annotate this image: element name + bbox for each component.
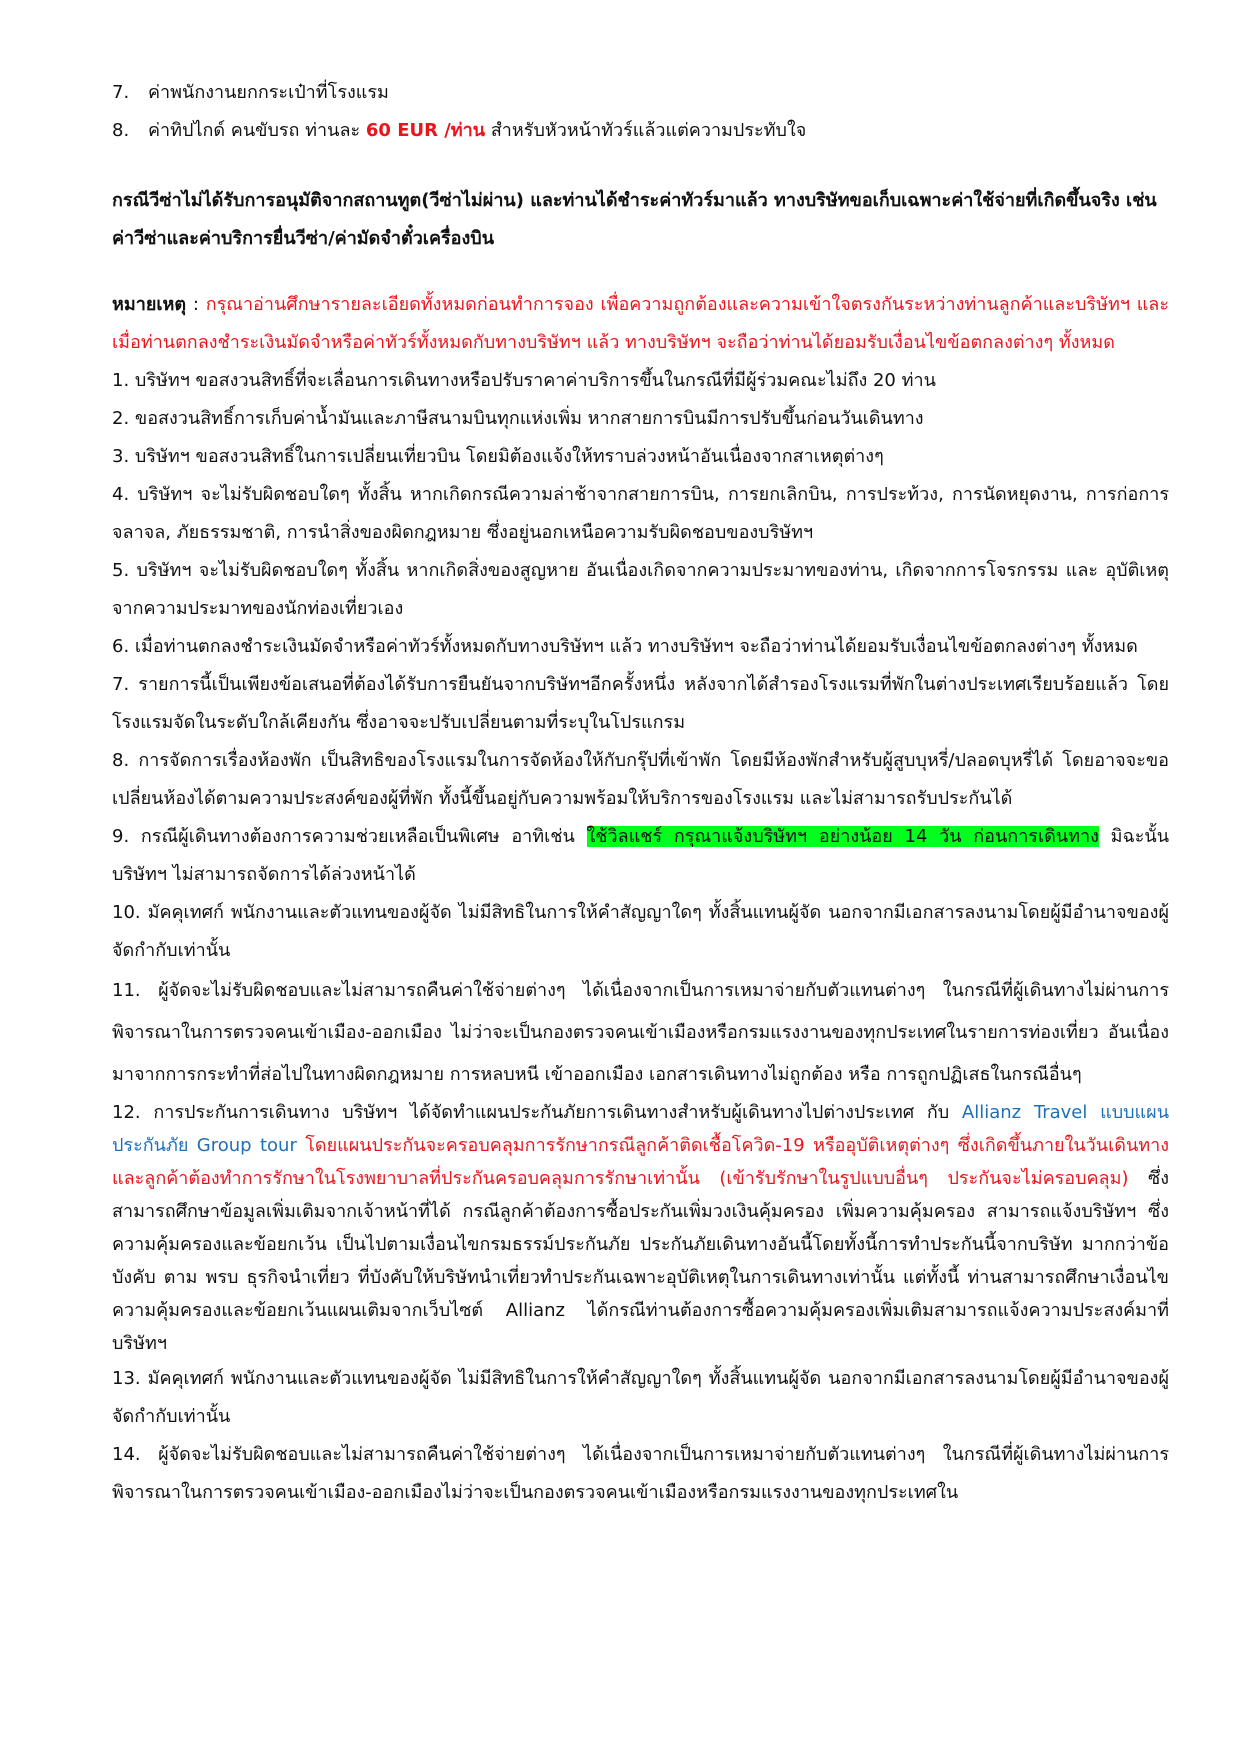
term-8: 8. การจัดการเรื่องห้องพัก เป็นสิทธิของโรงแรมในการจัดห้องให้กับกรุ๊ปที่เข้าพัก โดยมีห้องพักสำหรับผู้สูบบุหรี่/ปลอดบุหรี่ได้ โดยอาจจะขอเปลี่ยนห้องได้ตามความประสงค์ของผู้ที่พัก ทั้งนี้ขึ้นอยู่กับความพร้อมให้บริการของโรงแรม และไม่สามารถรับประกันได้ — [112, 750, 1169, 809]
wheelchair-highlight: ใช้วิลแชร์ กรุณาแจ้งบริษัทฯ อย่างน้อย 14 วัน ก่อนการเดินทาง — [586, 826, 1099, 847]
tip-amount: 60 EUR /ท่าน — [365, 120, 486, 141]
exclusion-text-after: สำหรับหัวหน้าทัวร์แล้วแต่ความประทับใจ — [485, 120, 807, 141]
remark-sep: : — [186, 294, 206, 315]
term-9 — [112, 818, 1169, 894]
term-9-text: 9. กรณีผู้เดินทางต้องการความช่วยเหลือเป็นพิเศษ อาทิเช่น — [112, 826, 587, 847]
exclusion-item-8 — [112, 112, 1169, 150]
term-5: 5. บริษัทฯ จะไม่รับผิดชอบใดๆ ทั้งสิ้น หากเกิดสิ่งของสูญหาย อันเนื่องเกิดจากความประมาทของท่าน, เกิดจากการโจรกรรม และ อุบัติเหตุจากความประมาทของนักท่องเที่ยวเอง — [112, 560, 1169, 619]
term-2: 2. ขอสงวนสิทธิ์การเก็บค่าน้ำมันและภาษีสนามบินทุกแห่งเพิ่ม หากสายการบินมีการปรับขึ้นก่อนวันเดินทาง — [112, 408, 924, 429]
term-14: 14. ผู้จัดจะไม่รับผิดชอบและไม่สามารถคืนค่าใช้จ่ายต่างๆ ได้เนื่องจากเป็นการเหมาจ่ายกับตัวแทนต่างๆ ในกรณีที่ผู้เดินทางไม่ผ่านการพิจารณาในการตรวจคนเข้าเมือง-ออกเมืองไม่ว่าจะเป็นกองตรวจคนเข้าเมืองหรือกรมแรงงานของทุกประเทศใน — [112, 1444, 1169, 1503]
term-12 — [112, 1096, 1169, 1360]
insurance-coverage-note: โดยแผนประกันจะครอบคลุมการรักษากรณีลูกค้าติดเชื้อโควิด-19 หรืออุบัติเหตุต่างๆ ซึ่งเกิดขึ้นภายในวันเดินทาง และลูกค้าต้องทำการรักษาในโรงพยาบาลที่ประกันครอบคลุมการรักษาเท่านั้น (เข้ารับรักษาในรูปแบบอื่นๆ ประกันจะไม่ครอบคลุม) — [112, 1135, 1170, 1189]
term-1: 1. บริษัทฯ ขอสงวนสิทธิ์ที่จะเลื่อนการเดินทางหรือปรับราคาค่าบริการขึ้นในกรณีที่มีผู้ร่วมคณะไม่ถึง 20 ท่าน — [112, 370, 936, 391]
exclusion-number: 7. — [112, 82, 130, 103]
remark — [112, 286, 1169, 362]
term-11: 11. ผู้จัดจะไม่รับผิดชอบและไม่สามารถคืนค่าใช้จ่ายต่างๆ ได้เนื่องจากเป็นการเหมาจ่ายกับตัวแทนต่างๆ ในกรณีที่ผู้เดินทางไม่ผ่านการพิจารณาในการตรวจคนเข้าเมือง-ออกเมือง ไม่ว่าจะเป็นกองตรวจคนเข้าเมืองหรือกรมแรงงานของทุกประเทศในรายการท่องเที่ยว อันเนื่องมาจากการกระทำที่ส่อไปในทางผิดกฎหมาย การหลบหนี เข้าออกเมือง เอกสารเดินทางไม่ถูกต้อง หรือ การถูกปฏิเสธในกรณีอื่นๆ — [112, 980, 1169, 1085]
term-7: 7. รายการนี้เป็นเพียงข้อเสนอที่ต้องได้รับการยืนยันจากบริษัทฯอีกครั้งหนึ่ง หลังจากได้สำรองโรงแรมที่พักในต่างประเทศเรียบร้อยแล้ว โดยโรงแรมจัดในระดับใกล้เคียงกัน ซึ่งอาจจะปรับเปลี่ยนตามที่ระบุในโปรแกรม — [112, 674, 1169, 733]
visa-refusal-note: กรณีวีซ่าไม่ได้รับการอนุมัติจากสถานทูต(วีซ่าไม่ผ่าน) และท่านได้ชำระค่าทัวร์มาแล้ว ทางบริษัทขอเก็บเฉพาะค่าใช้จ่ายที่เกิดขึ้นจริง เช่นค่าวีซ่าและค่าบริการยื่นวีซ่า/ค่ามัดจำตั๋วเครื่องบิน — [112, 190, 1157, 249]
exclusion-text: ค่าพนักงานยกกระเป๋าที่โรงแรม — [148, 82, 389, 103]
insurance-plan-name: Allianz Travel แบบแผนประกันภัย Group tour — [112, 1102, 1170, 1156]
term-9-text-after: มิฉะนั้น บริษัทฯ ไม่สามารถจัดการได้ล่วงหน้าได้ — [112, 826, 1170, 885]
term-12-rest: ซึ่งสามารถศึกษาข้อมูลเพิ่มเติมจากเจ้าหน้าที่ได้ กรณีลูกค้าต้องการซื้อประกันเพิ่มวงเงินคุ้มครอง เพิ่มความคุ้มครอง สามารถแจ้งบริษัทฯ ซึ่งความคุ้มครองและข้อยกเว้น เป็นไปตามเงื่อนไขกรมธรรม์ประกันภัย ประกันภัยเดินทางอันนี้โดยทั้งนี้การทำประกันนี้จากบริษัท มากกว่าข้อบังคับ ตาม พรบ ธุรกิจนำเที่ยว ที่บังคับให้บริษัทนำเที่ยวทำประกันเฉพาะอุบัติเหตุในการเดินทางเท่านั้น แต่ทั้งนี้ ท่านสามารถศึกษาเงื่อนไขความคุ้มครองและข้อยกเว้นแผนเติมจากเว็บไซต์ Allianz ได้กรณีท่านต้องการซื้อความคุ้มครองเพิ่มเติมสามารถแจ้งความประสงค์มาที่บริษัทฯ — [112, 1168, 1169, 1354]
term-4: 4. บริษัทฯ จะไม่รับผิดชอบใดๆ ทั้งสิ้น หากเกิดกรณีความล่าช้าจากสายการบิน, การยกเลิกบิน, การประท้วง, การนัดหยุดงาน, การก่อการจลาจล, ภัยธรรมชาติ, การนำสิ่งของผิดกฎหมาย ซึ่งอยู่นอกเหนือความรับผิดชอบของบริษัทฯ — [112, 484, 1169, 543]
term-6: 6. เมื่อท่านตกลงชำระเงินมัดจำหรือค่าทัวร์ทั้งหมดกับทางบริษัทฯ แล้ว ทางบริษัทฯ จะถือว่าท่านได้ยอมรับเงื่อนไขข้อตกลงต่างๆ ทั้งหมด — [112, 636, 1138, 657]
term-10: 10. มัคคุเทศก์ พนักงานและตัวแทนของผู้จัด ไม่มีสิทธิในการให้คำสัญญาใดๆ ทั้งสิ้นแทนผู้จัด นอกจากมีเอกสารลงนามโดยผู้มีอำนาจของผู้จัดกำกับเท่านั้น — [112, 902, 1169, 961]
remark-label: หมายเหตุ — [112, 294, 187, 315]
term-12-text: 12. การประกันการเดินทาง บริษัทฯ ได้จัดทำแผนประกันภัยการเดินทางสำหรับผู้เดินทางไปต่างประเทศ กับ — [112, 1102, 962, 1123]
exclusion-item-7 — [112, 74, 1169, 112]
term-3: 3. บริษัทฯ ขอสงวนสิทธิ์ในการเปลี่ยนเที่ยวบิน โดยมิต้องแจ้งให้ทราบล่วงหน้าอันเนื่องจากสาเหตุต่างๆ — [112, 446, 884, 467]
exclusion-text: ค่าทิปไกด์ คนขับรถ ท่านละ — [148, 120, 366, 141]
term-13: 13. มัคคุเทศก์ พนักงานและตัวแทนของผู้จัด ไม่มีสิทธิในการให้คำสัญญาใดๆ ทั้งสิ้นแทนผู้จัด นอกจากมีเอกสารลงนามโดยผู้มีอำนาจของผู้จัดกำกับเท่านั้น — [112, 1368, 1169, 1427]
remark-text: กรุณาอ่านศึกษารายละเอียดทั้งหมดก่อนทำการจอง เพื่อความถูกต้องและความเข้าใจตรงกันระหว่างท่านลูกค้าและบริษัทฯ และเมื่อท่านตกลงชำระเงินมัดจำหรือค่าทัวร์ทั้งหมดกับทางบริษัทฯ แล้ว ทางบริษัทฯ จะถือว่าท่านได้ยอมรับเงื่อนไขข้อตกลงต่างๆ ทั้งหมด — [112, 294, 1169, 353]
exclusion-number: 8. — [112, 120, 130, 141]
